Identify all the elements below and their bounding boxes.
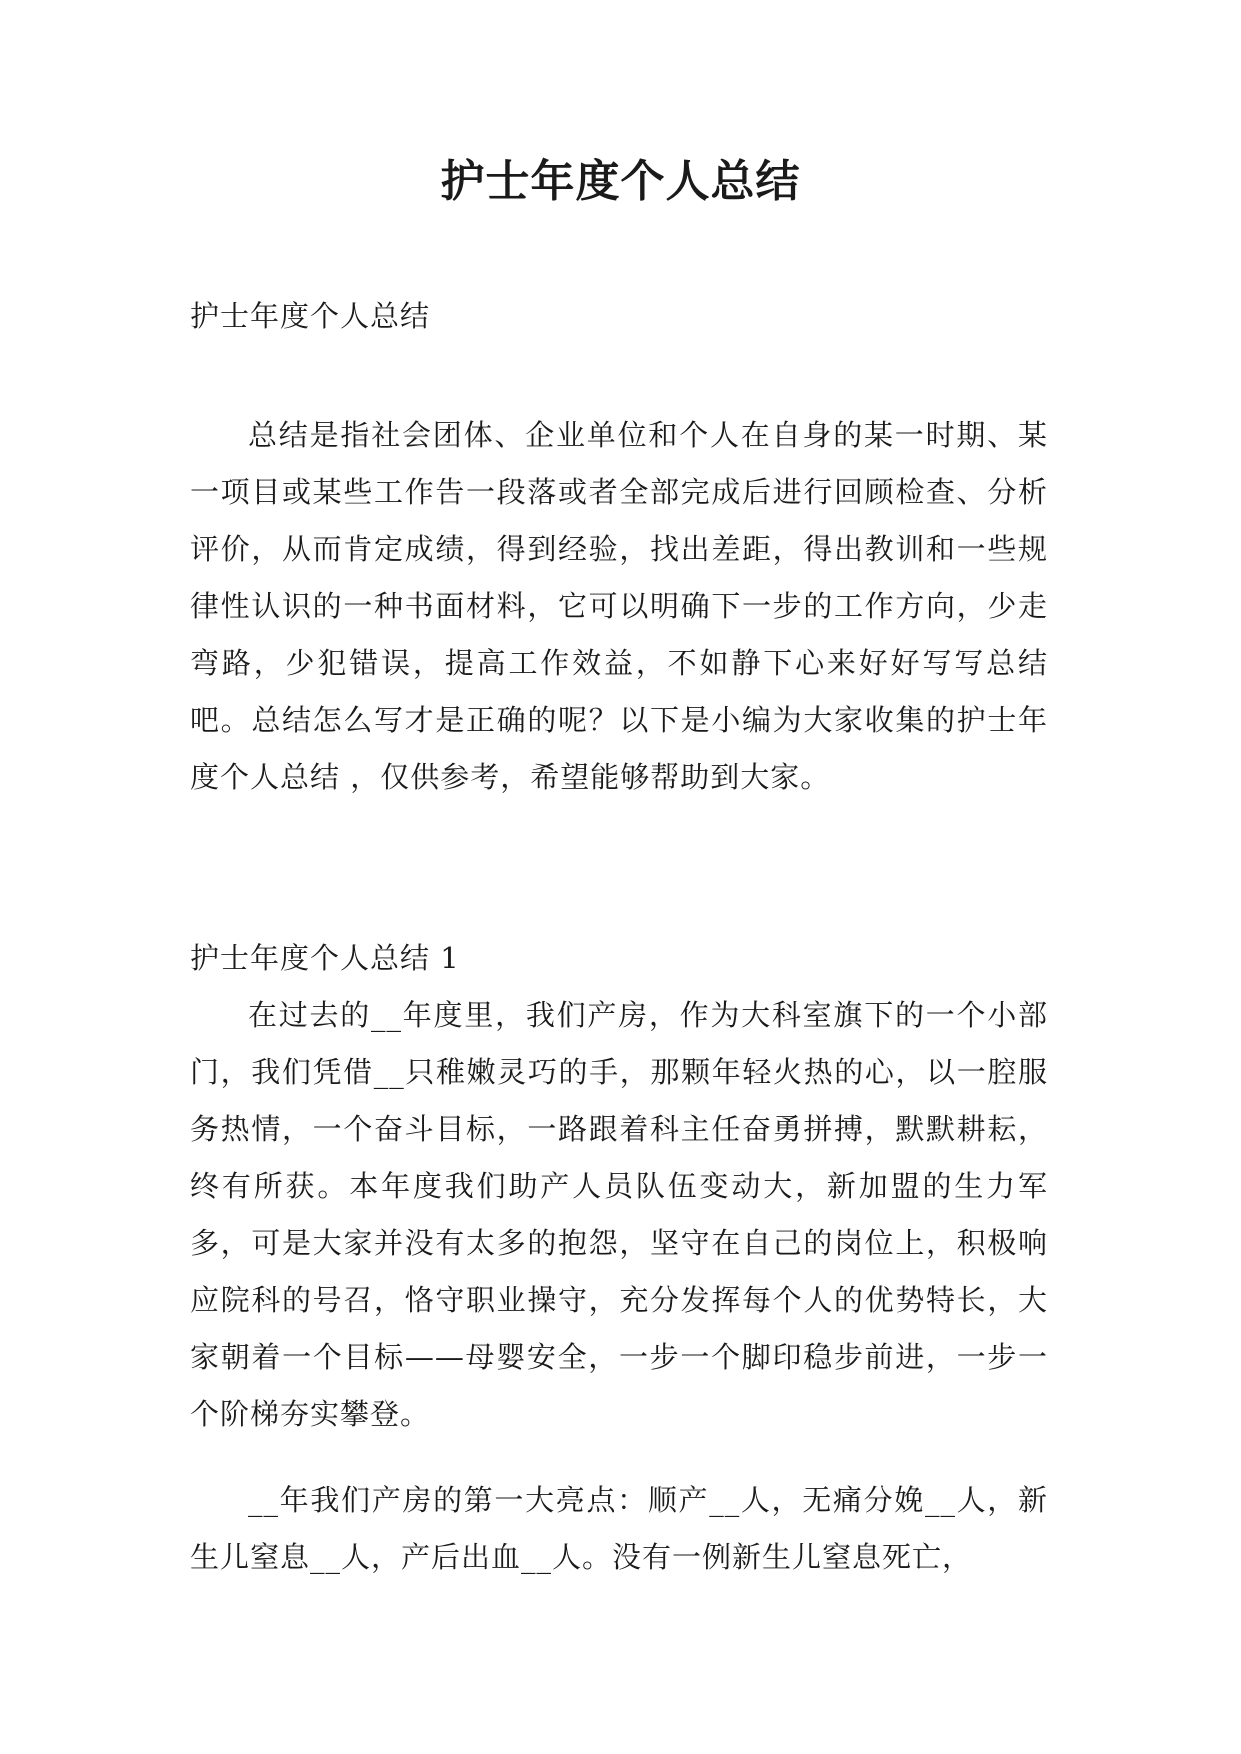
- section-heading: 护士年度个人总结 1: [190, 941, 460, 975]
- intro-paragraph: 总结是指社会团体、企业单位和个人在自身的某一时期、某一项目或某些工作告一段落或者全部完成后进行回顾检查、分析评价，从而肯定成绩，得到经验，找出差距，得出教训和一些规律性认识的一种书面材料，它可以明确下一步的工作方向，少走弯路，少犯错误，提高工作效益，不如静下心来好好写写总结吧。总结怎么写才是正确的呢？以下是小编为大家收集的护士年度个人总结 ，仅供参考，希望能够帮助到大家。: [190, 418, 1048, 794]
- document-subtitle: 护士年度个人总结: [190, 299, 431, 333]
- document-title: 护士年度个人总结: [440, 156, 801, 207]
- section-paragraph: 在过去的__年度里，我们产房，作为大科室旗下的一个小部门，我们凭借__只稚嫩灵巧的手，那颗年轻火热的心，以一腔服务热情，一个奋斗目标，一路跟着科主任奋勇拼搏，默默耕耘，终有所获。本年度我们助产人员队伍变动大，新加盟的生力军多，可是大家并没有太多的抱怨，坚守在自己的岗位上，积极响应院科的号召，恪守职业操守，充分发挥每个人的优势特长，大家朝着一个目标——母婴安全，一步一个脚印稳步前进，一步一个阶梯夯实攀登。: [190, 998, 1048, 1431]
- section-paragraph: __年我们产房的第一大亮点：顺产__人，无痛分娩__人，新生儿窒息__人，产后出血__人。没有一例新生儿窒息死亡，: [190, 1483, 1048, 1574]
